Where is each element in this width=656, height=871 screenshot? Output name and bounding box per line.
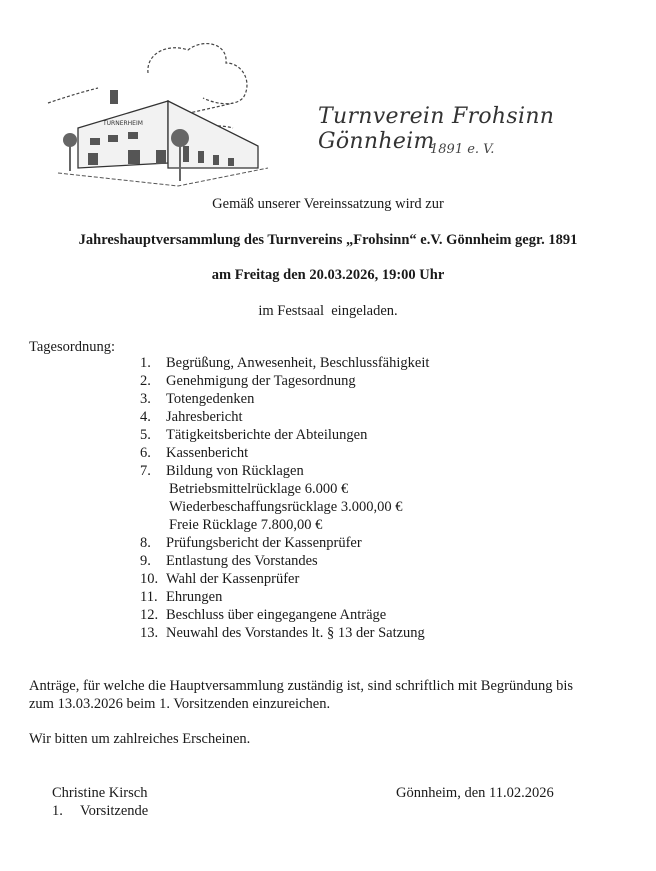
agenda-item-text: Wahl der Kassenprüfer (166, 571, 300, 587)
agenda-item (140, 390, 429, 408)
meeting-title: Jahreshauptversammlung des Turnvereins „Frohsinn“ e.V. Gönnheim gegr. 1891 (78, 232, 578, 248)
agenda-item-text: Neuwahl des Vorstandes lt. § 13 der Satzung (166, 625, 425, 641)
agenda-item-text: Tätigkeitsberichte der Abteilungen (166, 427, 368, 443)
signer-role (52, 803, 148, 820)
signer-role-number: 1. (52, 803, 63, 819)
agenda-item-number: 6. (140, 445, 151, 461)
agenda-item-text: Begrüßung, Anwesenheit, Beschlussfähigkeit (166, 355, 430, 371)
agenda-item-number: 2. (140, 373, 151, 389)
agenda-item-number: 7. (140, 463, 151, 479)
agenda-item (140, 624, 429, 642)
place-date: Gönnheim, den 11.02.2026 (396, 785, 554, 801)
agenda-item (140, 588, 429, 606)
agenda-label: Tagesordnung: (29, 339, 115, 355)
agenda-item-number: 13. (140, 625, 159, 641)
agenda-item-number: 1. (140, 355, 151, 371)
agenda-sub-item: Wiederbeschaffungsrücklage 3.000,00 € (169, 499, 403, 515)
agenda-item-number: 11. (140, 589, 158, 605)
agenda-item-text: Prüfungsbericht der Kassenprüfer (166, 535, 362, 551)
signer-role-title: Vorsitzende (80, 803, 149, 819)
agenda-item (140, 372, 429, 390)
agenda-item (140, 552, 429, 570)
agenda-item-number: 10. (140, 571, 159, 587)
antraege-text-line1: Anträge, für welche die Hauptversammlung zuständig ist, sind schriftlich mit Begründung bis (29, 678, 574, 694)
agenda-item-number: 4. (140, 409, 151, 425)
clubhouse-illustration (28, 28, 283, 193)
agenda-item (140, 462, 429, 480)
closing-text: Wir bitten um zahlreiches Erscheinen. (29, 731, 251, 747)
agenda-item (140, 444, 429, 462)
agenda-item-text: Bildung von Rücklagen (166, 463, 304, 479)
agenda-sub-item: Freie Rücklage 7.800,00 € (169, 517, 323, 533)
agenda-item-text: Genehmigung der Tagesordnung (166, 373, 356, 389)
agenda-item-number: 9. (140, 553, 151, 569)
agenda-item-number: 12. (140, 607, 159, 623)
meeting-date: am Freitag den 20.03.2026, 19:00 Uhr (211, 267, 445, 283)
agenda-list (140, 354, 429, 642)
agenda-item (140, 426, 429, 444)
agenda-item-text: Kassenbericht (166, 445, 249, 461)
agenda-item (140, 534, 429, 552)
agenda-item-text: Entlastung des Vorstandes (166, 553, 318, 569)
agenda-item-text: Totengedenken (166, 391, 255, 407)
agenda-item (140, 606, 429, 624)
agenda-item-text: Ehrungen (166, 589, 223, 605)
signer-name: Christine Kirsch (52, 785, 148, 801)
agenda-item-text: Jahresbericht (166, 409, 243, 425)
agenda-item (140, 408, 429, 426)
agenda-sub-item: Betriebsmittelrücklage 6.000 € (169, 481, 349, 497)
meeting-location: im Festsaal eingeladen. (258, 303, 398, 319)
club-name: Turnverein Frohsinn Gönnheim (318, 104, 555, 154)
intro-line: Gemäß unserer Vereinssatzung wird zur (212, 196, 444, 212)
agenda-item-number: 3. (140, 391, 151, 407)
agenda-item (140, 570, 429, 588)
agenda-item-text: Beschluss über eingegangene Anträge (166, 607, 387, 623)
agenda-item-number: 5. (140, 427, 151, 443)
club-founding-year: 1891 e. V. (430, 142, 495, 157)
antraege-text-line2: zum 13.03.2026 beim 1. Vorsitzenden einzureichen. (29, 696, 331, 712)
agenda-item-number: 8. (140, 535, 151, 551)
agenda-item (140, 354, 429, 372)
svg-text:TURNERHEIM: TURNERHEIM (103, 120, 143, 127)
